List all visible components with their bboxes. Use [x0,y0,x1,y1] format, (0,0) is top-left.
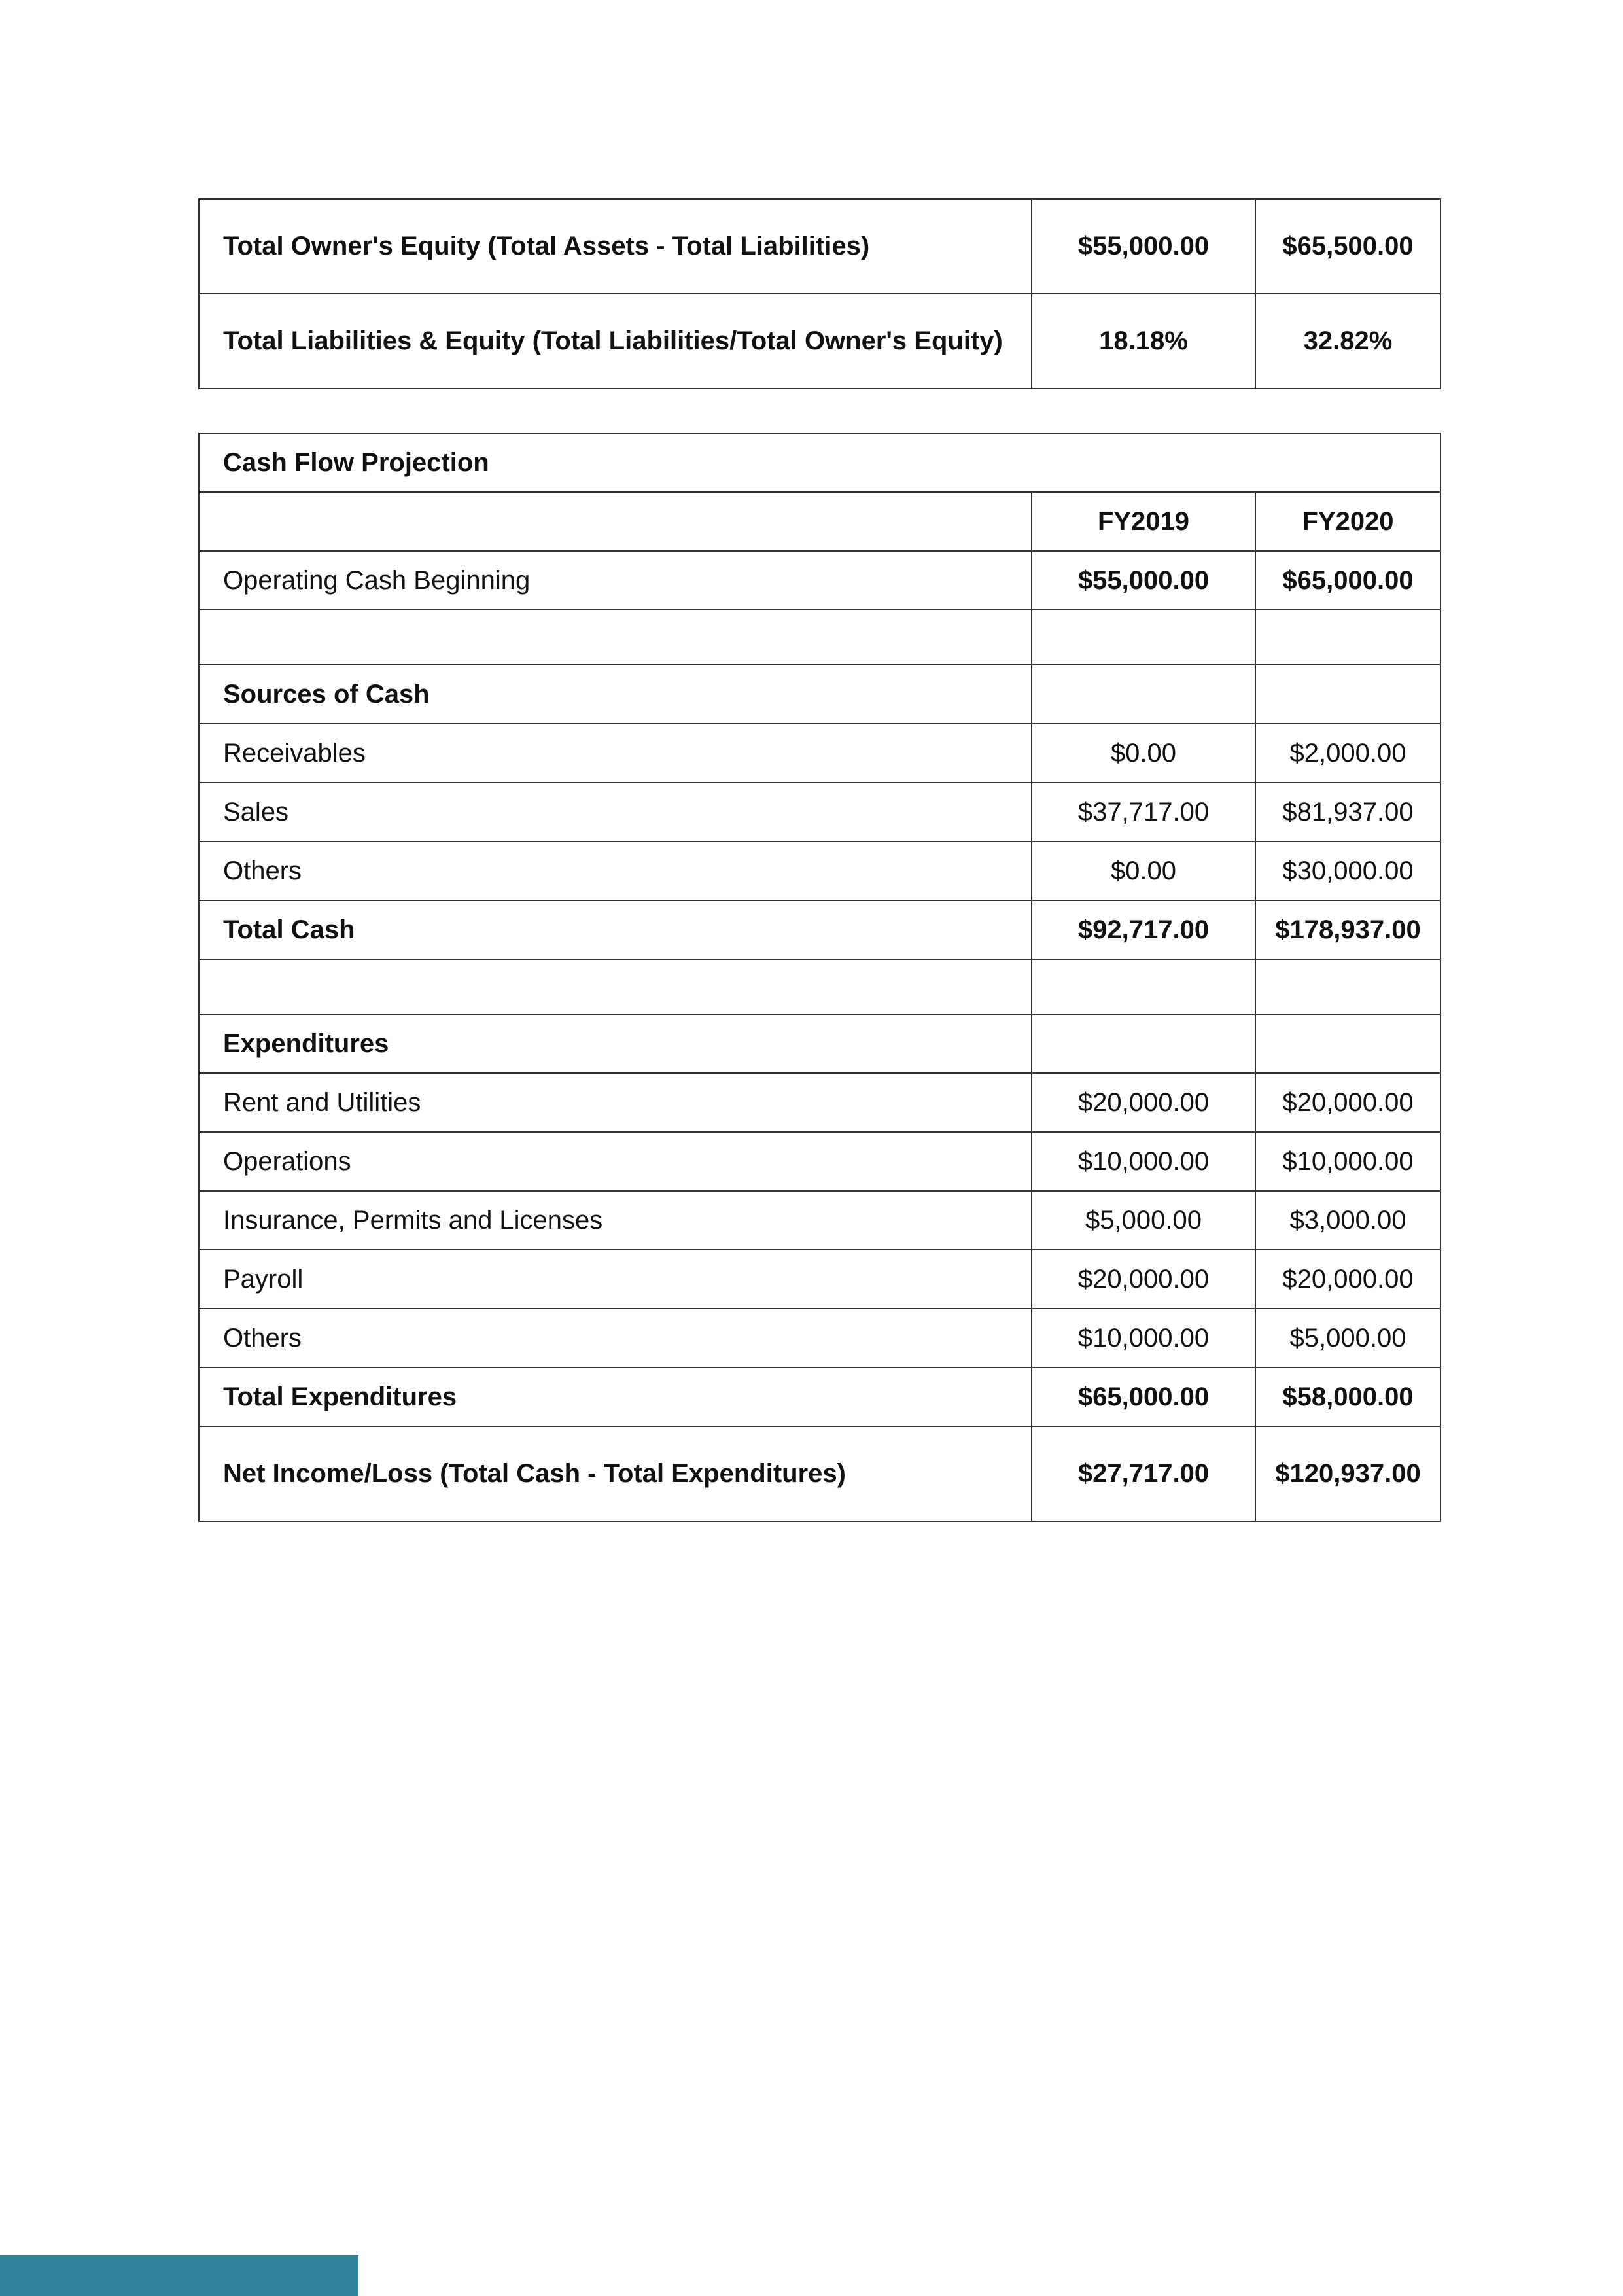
fy2020-value: $3,000.00 [1255,1191,1440,1250]
fy2019-value: $10,000.00 [1032,1132,1255,1191]
column-header-fy2020: FY2020 [1255,492,1440,551]
fy2019-value: $92,717.00 [1032,900,1255,959]
section-heading-row [199,665,1440,724]
fy2019-value: $20,000.00 [1032,1250,1255,1309]
row-label: Rent and Utilities [199,1073,1032,1132]
net-income-row [199,1426,1440,1521]
fy2019-value: 18.18% [1032,294,1255,389]
total-row [199,900,1440,959]
row-label: Net Income/Loss (Total Cash - Total Expenditures) [199,1426,1032,1521]
fy2019-value: $0.00 [1032,724,1255,783]
section-heading: Sources of Cash [199,665,1032,724]
equity-summary-table [198,198,1441,389]
row-label: Total Owner's Equity (Total Assets - Total Liabilities) [199,199,1032,294]
table-row [199,1191,1440,1250]
fy2020-value: 32.82% [1255,294,1440,389]
table-row [199,199,1440,294]
row-label: Operations [199,1132,1032,1191]
fy2019-value: $27,717.00 [1032,1426,1255,1521]
fy2020-value: $58,000.00 [1255,1368,1440,1426]
row-label: Total Liabilities & Equity (Total Liabilities/Total Owner's Equity) [199,294,1032,389]
table-row [199,724,1440,783]
fy2020-value: $5,000.00 [1255,1309,1440,1368]
total-row [199,1368,1440,1426]
row-label: Insurance, Permits and Licenses [199,1191,1032,1250]
fy2019-value: $65,000.00 [1032,1368,1255,1426]
fy2020-value: $120,937.00 [1255,1426,1440,1521]
fy2020-value: $65,000.00 [1255,551,1440,610]
row-label: Total Cash [199,900,1032,959]
fy2019-value: $55,000.00 [1032,199,1255,294]
fy2020-value: $65,500.00 [1255,199,1440,294]
table-title: Cash Flow Projection [199,433,1440,492]
table-row [199,1073,1440,1132]
table-row [199,1250,1440,1309]
table-row [199,783,1440,841]
table-row [199,294,1440,389]
table-row [199,1309,1440,1368]
fy2019-value: $55,000.00 [1032,551,1255,610]
table-row [199,551,1440,610]
row-label: Others [199,841,1032,900]
row-label: Sales [199,783,1032,841]
fy2019-value: $20,000.00 [1032,1073,1255,1132]
row-label: Operating Cash Beginning [199,551,1032,610]
column-header-row [199,492,1440,551]
fy2019-value: $10,000.00 [1032,1309,1255,1368]
fy2020-value: $20,000.00 [1255,1250,1440,1309]
fy2020-value: $20,000.00 [1255,1073,1440,1132]
fy2019-value: $37,717.00 [1032,783,1255,841]
fy2019-value: $5,000.00 [1032,1191,1255,1250]
table-title-row [199,433,1440,492]
table-row [199,1132,1440,1191]
fy2020-value: $2,000.00 [1255,724,1440,783]
row-label: Total Expenditures [199,1368,1032,1426]
spacer-row [199,959,1440,1014]
fy2020-value: $81,937.00 [1255,783,1440,841]
fy2020-value: $10,000.00 [1255,1132,1440,1191]
fy2020-value: $30,000.00 [1255,841,1440,900]
section-heading: Expenditures [199,1014,1032,1073]
footer-accent-bar [0,2255,358,2296]
table-row [199,841,1440,900]
row-label: Others [199,1309,1032,1368]
column-header-fy2019: FY2019 [1032,492,1255,551]
row-label: Payroll [199,1250,1032,1309]
empty-header-cell [199,492,1032,551]
cash-flow-projection-table [198,433,1441,1522]
section-heading-row [199,1014,1440,1073]
row-label: Receivables [199,724,1032,783]
fy2019-value: $0.00 [1032,841,1255,900]
fy2020-value: $178,937.00 [1255,900,1440,959]
spacer-row [199,610,1440,665]
